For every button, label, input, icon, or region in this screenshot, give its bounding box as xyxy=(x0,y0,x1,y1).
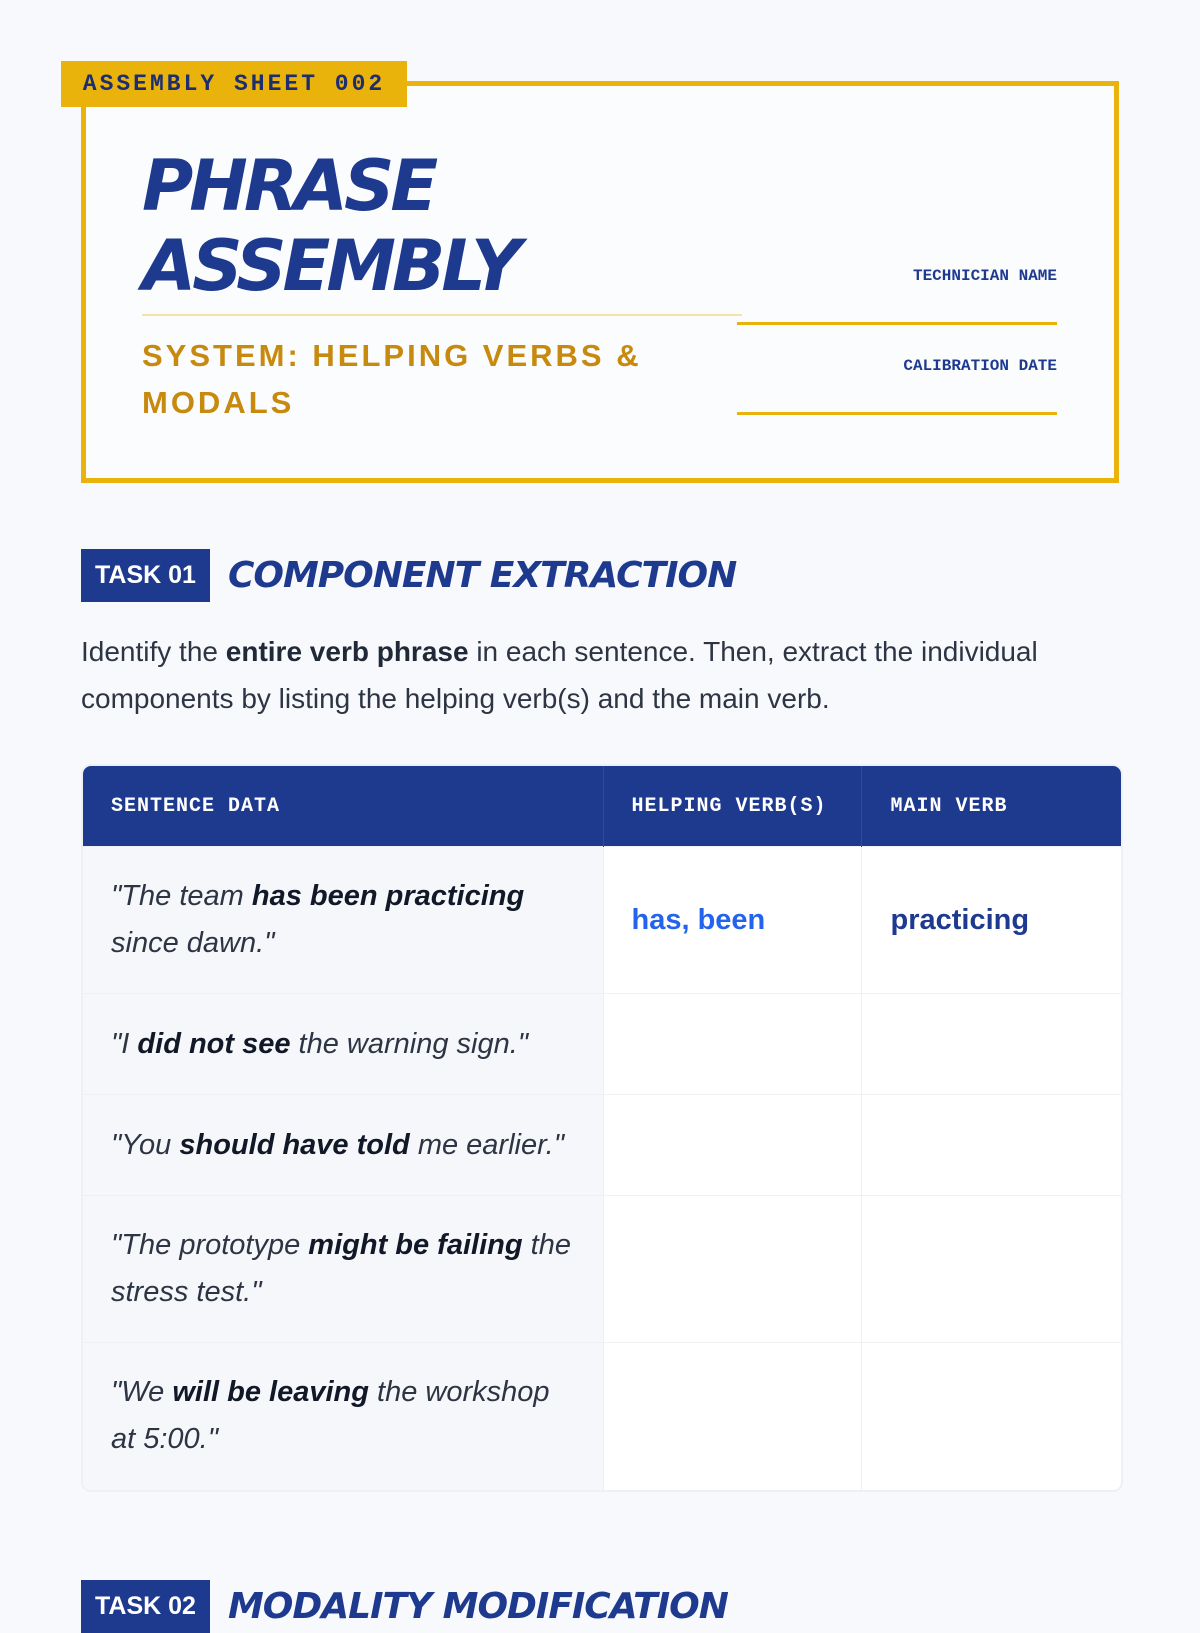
column-header-helping-verbs: HELPING VERB(S) xyxy=(603,766,862,847)
sentence-text: "The team xyxy=(111,880,252,912)
sentence-text: "The prototype xyxy=(111,1229,309,1261)
task-02-badge: TASK 02 xyxy=(81,1580,210,1633)
verb-phrase: has been practicing xyxy=(251,880,525,912)
table-row xyxy=(83,1343,1121,1490)
sentence-text: "You xyxy=(111,1128,180,1161)
helping-verbs-cell[interactable] xyxy=(603,1196,862,1343)
instructions-text: in each sentence. Then, extract the individual components by listing the helping verb(s) and the main verb. xyxy=(81,636,1038,714)
sentence-text: me earlier." xyxy=(409,1128,565,1161)
column-header-main-verb: MAIN VERB xyxy=(862,766,1121,847)
sheet-tag: ASSEMBLY SHEET 002 xyxy=(61,61,407,107)
sentence-cell xyxy=(83,1095,603,1196)
title-line-2: ASSEMBLY xyxy=(142,225,518,307)
sentence-text: the workshop at 5:00." xyxy=(111,1376,550,1456)
sentence-cell xyxy=(83,847,603,994)
main-verb-cell[interactable] xyxy=(862,1343,1121,1490)
technician-name-field[interactable] xyxy=(737,322,1057,325)
task-01-heading xyxy=(81,549,736,602)
title-divider xyxy=(142,314,742,316)
main-verb-cell[interactable] xyxy=(862,1095,1121,1196)
helping-verbs-cell[interactable] xyxy=(603,1095,862,1196)
page-title xyxy=(142,146,518,306)
task-02-title: MODALITY MODIFICATION xyxy=(227,1586,728,1627)
instructions-emphasis: entire verb phrase xyxy=(225,636,469,667)
system-subtitle: SYSTEM: HELPING VERBS & MODALS xyxy=(142,338,642,420)
task-02-heading xyxy=(81,1580,728,1633)
sentence-text: since dawn." xyxy=(111,927,275,959)
table-row xyxy=(83,847,1121,994)
instructions-text: Identify the xyxy=(81,636,226,667)
main-verb-cell[interactable] xyxy=(862,994,1121,1095)
verb-phrase: might be failing xyxy=(308,1229,523,1261)
verb-phrase: should have told xyxy=(179,1128,410,1161)
sentence-text: "I xyxy=(111,1027,138,1060)
task-01-title: COMPONENT EXTRACTION xyxy=(227,555,737,596)
sentence-cell xyxy=(83,1343,603,1490)
column-header-sentence: SENTENCE DATA xyxy=(83,766,603,847)
sentence-text: the warning sign." xyxy=(290,1027,529,1060)
task-01-badge: TASK 01 xyxy=(81,549,210,602)
title-line-1: PHRASE xyxy=(142,145,435,227)
table-row xyxy=(83,1196,1121,1343)
sentence-text: the stress test." xyxy=(111,1229,571,1308)
main-verb-cell[interactable]: practicing xyxy=(862,847,1121,994)
helping-verbs-cell[interactable] xyxy=(603,994,862,1095)
header-card xyxy=(81,81,1119,483)
sentence-cell xyxy=(83,1196,603,1343)
technician-name-label: TECHNICIAN NAME xyxy=(912,267,1057,285)
sentence-cell xyxy=(83,994,603,1095)
calibration-date-label: CALIBRATION DATE xyxy=(903,357,1057,375)
table-header-row xyxy=(83,766,1121,847)
helping-verbs-cell[interactable] xyxy=(603,1343,862,1490)
helping-verbs-cell[interactable]: has, been xyxy=(603,847,862,994)
component-table xyxy=(81,764,1123,1492)
table-row xyxy=(83,1095,1121,1196)
task-01-instructions xyxy=(81,628,1121,722)
sentence-text: "We xyxy=(111,1376,173,1409)
calibration-date-field[interactable] xyxy=(737,412,1057,415)
verb-phrase: will be leaving xyxy=(172,1376,369,1409)
main-verb-cell[interactable] xyxy=(862,1196,1121,1343)
table-row xyxy=(83,994,1121,1095)
verb-phrase: did not see xyxy=(137,1027,291,1060)
